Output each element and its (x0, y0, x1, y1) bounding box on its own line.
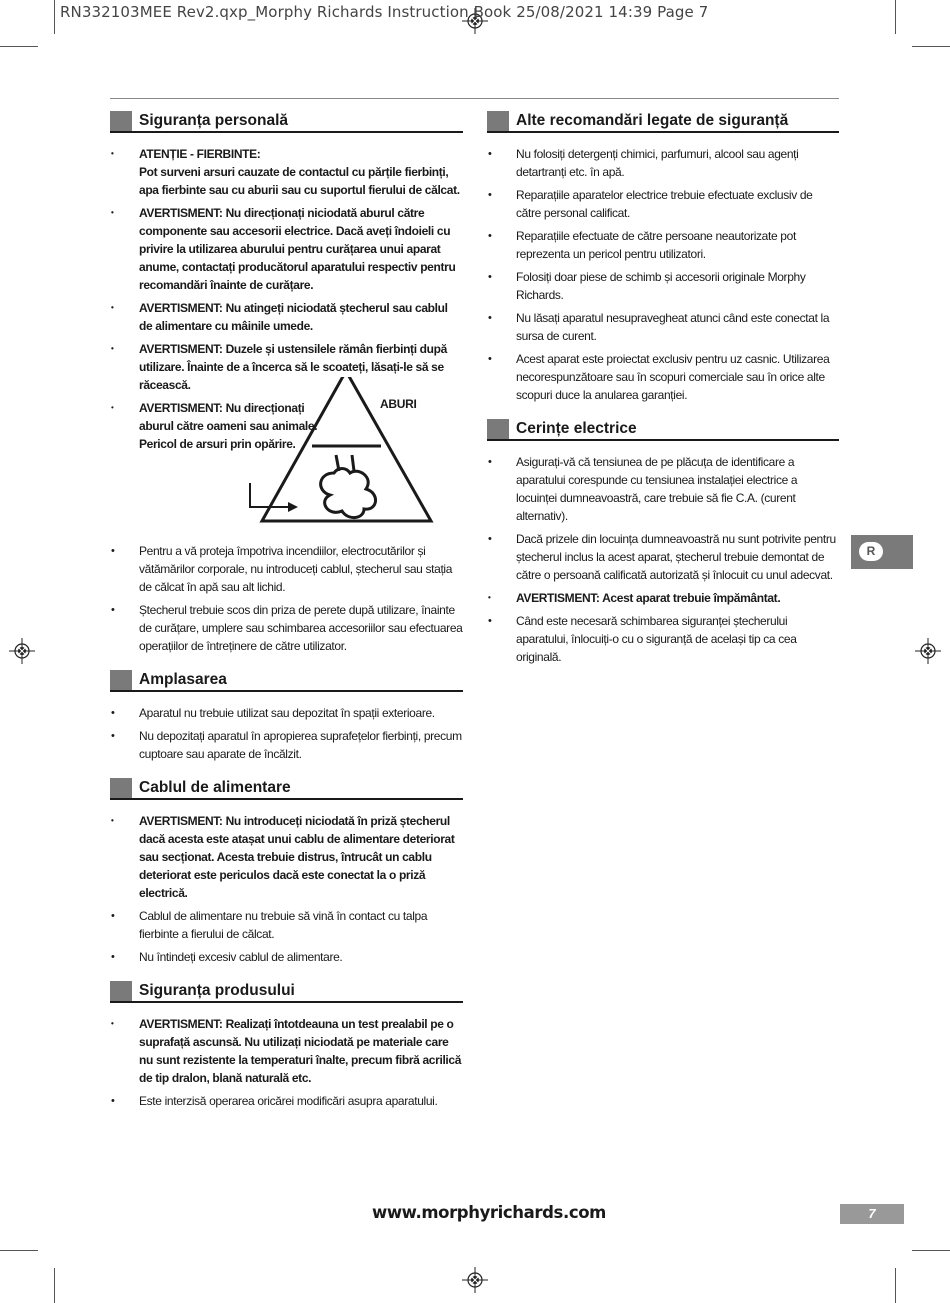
crop-mark (54, 0, 55, 34)
list-item (487, 227, 839, 263)
figure-label: ABURI (380, 397, 417, 411)
list-item (487, 530, 839, 584)
list-item-text: • Acest aparat este proiectat exclusiv pentru uz casnic. Utilizarea necorespunzătoare sau în scopuri comerciale sau în orice alte scopuri duce la anularea garanției. (516, 352, 830, 402)
list-item-text: • Pentru a vă proteja împotriva incendiilor, electrocutărilor și vătămărilor corporale, nu introduceți cablul, ștecherul sau stația de călcat în apă sau alt lichid. (139, 544, 453, 594)
section-power-cable (110, 777, 463, 966)
crop-mark (912, 46, 950, 47)
list-item-text: • AVERTISMENT: Nu direcționați niciodată aburul către componente sau accesorii electrice. Dacă aveți îndoieli cu privire la utilizarea aburului pentru curățarea unui aparat anume, contactați producătorul aparatului respectiv pentru recomandări înainte de curățare. (139, 206, 456, 292)
section-heading (487, 110, 839, 133)
warning-label: • ATENȚIE - FIERBINTE: (139, 147, 261, 161)
list-item (110, 1092, 463, 1110)
crop-mark (895, 1268, 896, 1303)
list-item (110, 1015, 463, 1087)
section-title: Siguranța personală (139, 112, 289, 129)
language-tab-label: R (859, 542, 883, 561)
list-item-text: • AVERTISMENT: Acest aparat trebuie împământat. (516, 591, 781, 605)
crop-mark (0, 1250, 38, 1251)
list-item-text: • Aparatul nu trebuie utilizat sau depozitat în spații exterioare. (139, 706, 435, 720)
list-item (487, 589, 839, 607)
list-item-text: • AVERTISMENT: Nu direcționați aburul către oameni sau animale. Pericol de arsuri prin opărire. (139, 401, 318, 451)
list-item (487, 268, 839, 304)
list-item (110, 727, 463, 763)
list-item (487, 350, 839, 404)
print-slug: RN332103MEE Rev2.qxp_Morphy Richards Instruction Book 25/08/2021 14:39 Page 7 (60, 3, 709, 21)
right-column (487, 110, 839, 680)
heading-square-icon (487, 419, 509, 439)
steam-hazard-icon (218, 377, 468, 527)
section-title: Alte recomandări legate de siguranță (516, 112, 789, 129)
list-item (110, 812, 463, 902)
list-item-text: • Asigurați-vă că tensiunea de pe plăcuța de identificare a aparatului corespunde cu tensiunea instalației electrice a locuinței dumneavoastră, care trebuie să fie C.A. (curent alternativ). (516, 455, 798, 523)
crop-mark (54, 1268, 55, 1303)
crop-mark (0, 46, 38, 47)
registration-mark-icon (9, 638, 35, 664)
left-column (110, 110, 463, 1124)
list-item-text: • Este interzisă operarea oricărei modificări asupra aparatului. (139, 1094, 438, 1108)
list-item-text: • AVERTISMENT: Realizați întotdeauna un test prealabil pe o suprafață ascunsă. Nu utilizați niciodată pe materiale care nu sunt rezistente la temperaturi înalte, precum fibră acrilică de tip dralon, blană naturală etc. (139, 1017, 462, 1085)
list-item-text: • Când este necesară schimbarea siguranței ștecherului aparatului, înlocuiți-o cu o siguranță de același tip ca cea originală. (516, 614, 797, 664)
list-item (110, 907, 463, 943)
list-item (487, 453, 839, 525)
heading-square-icon (110, 778, 132, 798)
list-item (110, 204, 463, 294)
section-placement (110, 669, 463, 763)
crop-mark (895, 0, 896, 34)
section-title: Cerințe electrice (516, 420, 637, 437)
list-item (110, 542, 463, 596)
list-item-text: • Nu întindeți excesiv cablul de alimentare. (139, 950, 343, 964)
list-item-text: • Nu folosiți detergenți chimici, parfumuri, alcool sau agenți detartranți etc. în apă. (516, 147, 799, 179)
language-tab (851, 535, 913, 569)
list-item-text: • Ștecherul trebuie scos din priza de perete după utilizare, înainte de curățare, umplere sau schimbarea accesoriilor sau efectuarea operațiilor de întreținere de către utilizator. (139, 603, 463, 653)
list-item-text: Pot surveni arsuri cauzate de contactul cu părțile fierbinți, apa fierbinte sau cu aburii sau cu suportul fierului de călcat. (139, 165, 460, 197)
heading-square-icon (110, 111, 132, 131)
list-item-text: • Nu depozitați aparatul în apropierea suprafețelor fierbinți, precum cuptoare sau aparate de încălzit. (139, 729, 462, 761)
list-item-text: • Cablul de alimentare nu trebuie să vină în contact cu talpa fierbinte a fierului de călcat. (139, 909, 428, 941)
section-personal-safety (110, 110, 463, 655)
list-item (110, 948, 463, 966)
list-item (110, 145, 463, 199)
section-electrical (487, 418, 839, 666)
list-item-text: • AVERTISMENT: Nu atingeți niciodată ștecherul sau cablul de alimentare cu mâinile umede. (139, 301, 448, 333)
list-item (110, 704, 463, 722)
heading-square-icon (110, 981, 132, 1001)
registration-mark-icon (915, 638, 941, 664)
list-item-text: • Reparațiile efectuate de către persoane neautorizate pot reprezenta un pericol pentru utilizatori. (516, 229, 796, 261)
list-item-text: • AVERTISMENT: Nu introduceți niciodată în priză ștecherul dacă acesta este atașat unui cablu de alimentare deteriorat sau secționat. Acesta trebuie distrus, întrucât un cablu deteriorat este periculos dacă este conectat la o priză electrică. (139, 814, 455, 900)
list-item (110, 601, 463, 655)
list-item (110, 299, 463, 335)
section-other-safety (487, 110, 839, 404)
list-item (487, 186, 839, 222)
list-item-text: • Folosiți doar piese de schimb și accesorii originale Morphy Richards. (516, 270, 806, 302)
list-item-text: • Nu lăsați aparatul nesupravegheat atunci când este conectat la sursa de curent. (516, 311, 830, 343)
section-title: Amplasarea (139, 671, 227, 688)
list-item-text: • AVERTISMENT: Duzele și ustensilele rămân fierbinți după utilizare. Înainte de a încerca să le scoateți, lăsați-le să se răcească. (139, 342, 447, 392)
list-item (487, 145, 839, 181)
heading-square-icon (110, 670, 132, 690)
crop-mark (912, 1250, 950, 1251)
section-heading (110, 980, 463, 1003)
list-item (487, 612, 839, 666)
footer-url: www.morphyrichards.com (372, 1203, 606, 1222)
header-rule (110, 98, 839, 99)
section-title: Siguranța produsului (139, 982, 295, 999)
page-number: 7 (840, 1204, 904, 1224)
section-heading (110, 669, 463, 692)
heading-square-icon (487, 111, 509, 131)
list-item (110, 399, 463, 537)
section-heading (487, 418, 839, 441)
section-product-safety (110, 980, 463, 1110)
section-title: Cablul de alimentare (139, 779, 291, 796)
registration-mark-icon (462, 1267, 488, 1293)
list-item-text: • Dacă prizele din locuința dumneavoastră nu sunt potrivite pentru ștecherul inclus la acest aparat, ștecherul trebuie demontat de către o persoană calificată autorizată și înlocuit cu unul adecvat. (516, 532, 836, 582)
list-item (487, 309, 839, 345)
list-item-text: • Reparațiile aparatelor electrice trebuie efectuate exclusiv de către personal calificat. (516, 188, 813, 220)
section-heading (110, 777, 463, 800)
section-heading (110, 110, 463, 133)
